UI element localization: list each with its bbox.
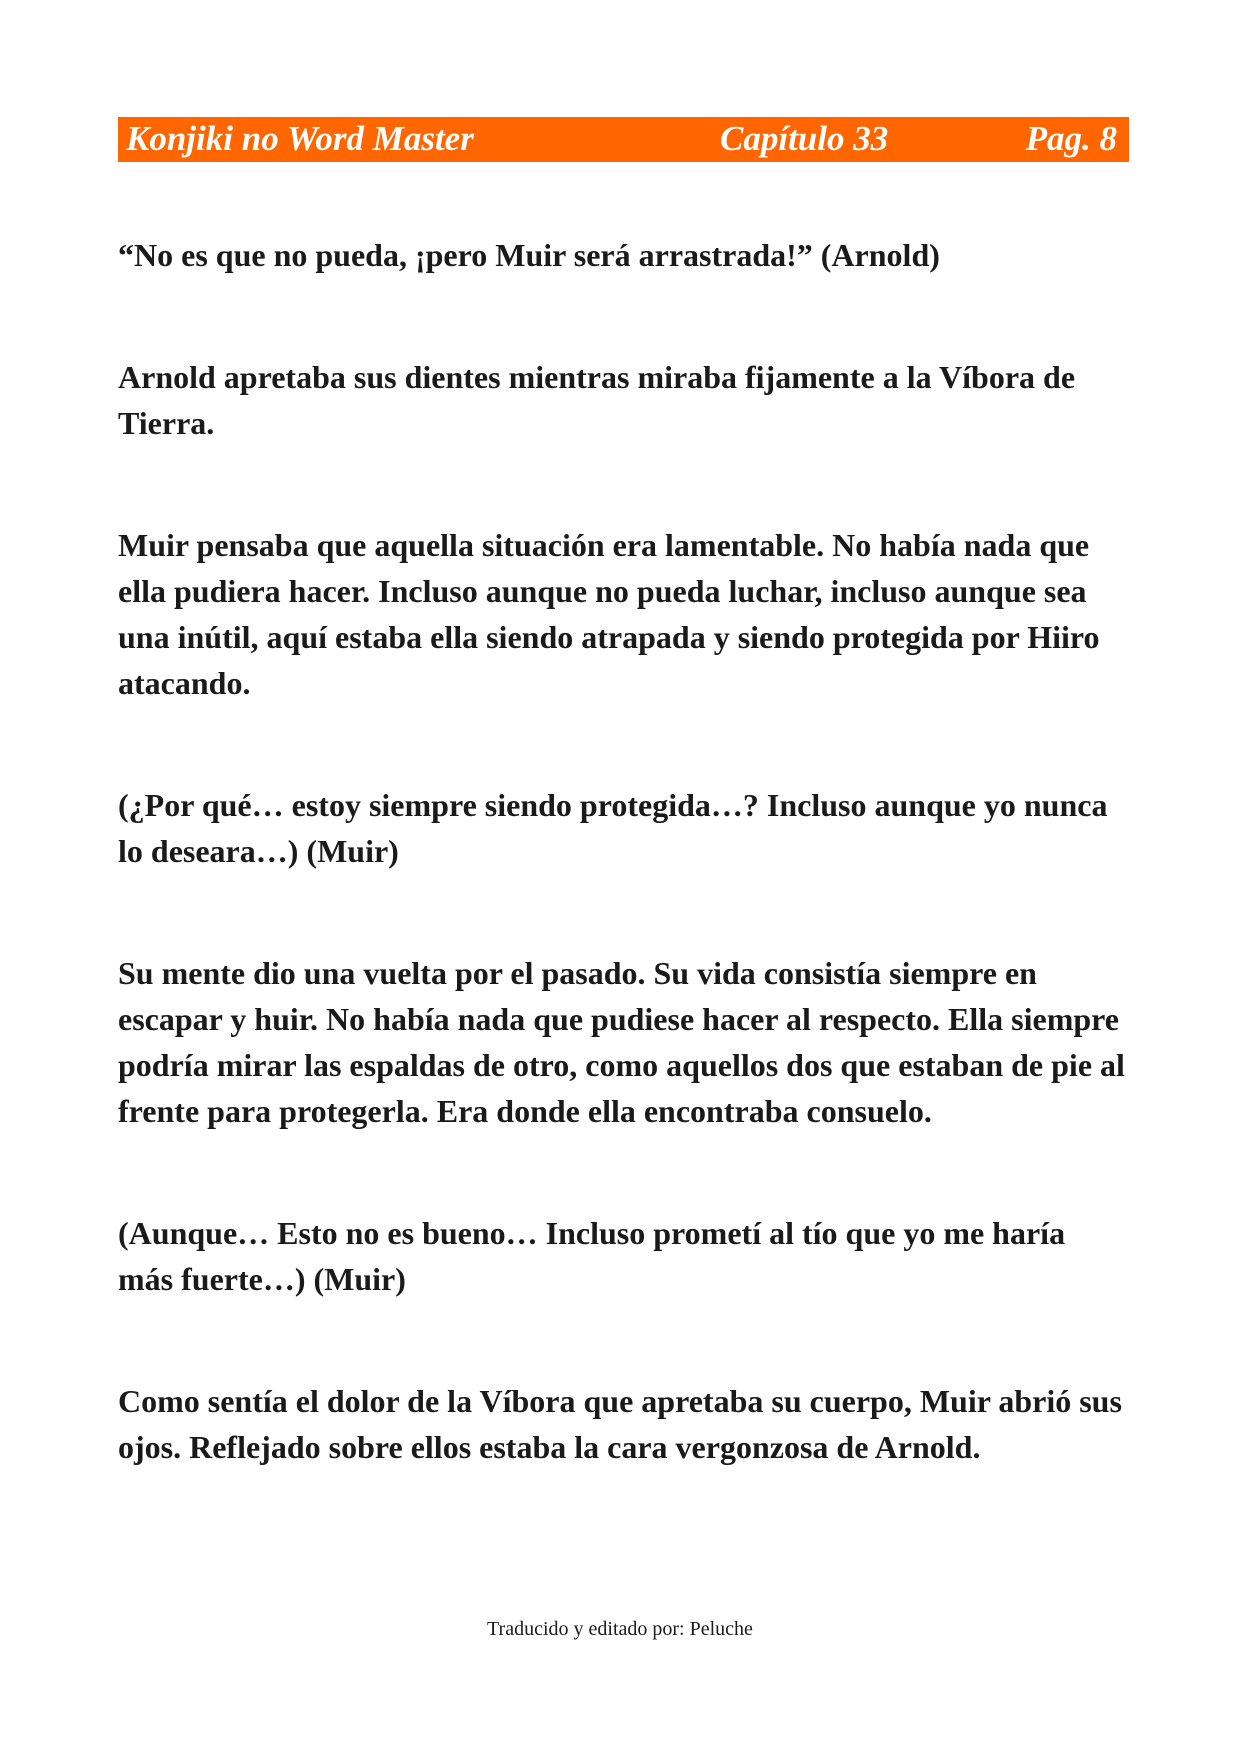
header-page-number: Pag. 8 — [1025, 119, 1117, 158]
header-chapter: Capítulo 33 — [720, 119, 889, 158]
paragraph: Arnold apretaba sus dientes mientras miraba fijamente a la Víbora de Tierra. — [118, 359, 1076, 441]
header-book-title: Konjiki no Word Master — [126, 119, 474, 158]
paragraph: “No es que no pueda, ¡pero Muir será arrastrada!” (Arnold) — [118, 237, 940, 273]
body-text — [118, 232, 1128, 1470]
footer-credit: Traducido y editado por: Peluche — [487, 1618, 753, 1640]
paragraph: Como sentía el dolor de la Víbora que apretaba su cuerpo, Muir abrió sus ojos. Reflejado sobre ellos estaba la cara vergonzosa de Arnold. — [118, 1383, 1122, 1465]
paragraph: Muir pensaba que aquella situación era lamentable. No había nada que ella pudiera hacer. Incluso aunque no pueda luchar, incluso aunque sea una inútil, aquí estaba ella siendo atrapada y siendo protegida por Hiiro atacando. — [118, 527, 1100, 701]
page-header-bar — [118, 117, 1129, 162]
paragraph: (Aunque… Esto no es bueno… Incluso prometí al tío que yo me haría más fuerte…) (Muir) — [118, 1215, 1066, 1297]
paragraph: Su mente dio una vuelta por el pasado. Su vida consistía siempre en escapar y huir. No había nada que pudiese hacer al respecto. Ella siempre podría mirar las espaldas de otro, como aquellos dos que estaban de pie al frente para protegerla. Era donde ella encontraba consuelo. — [118, 955, 1125, 1129]
paragraph: (¿Por qué… estoy siempre siendo protegida…? Incluso aunque yo nunca lo deseara…) (Muir) — [118, 787, 1108, 869]
